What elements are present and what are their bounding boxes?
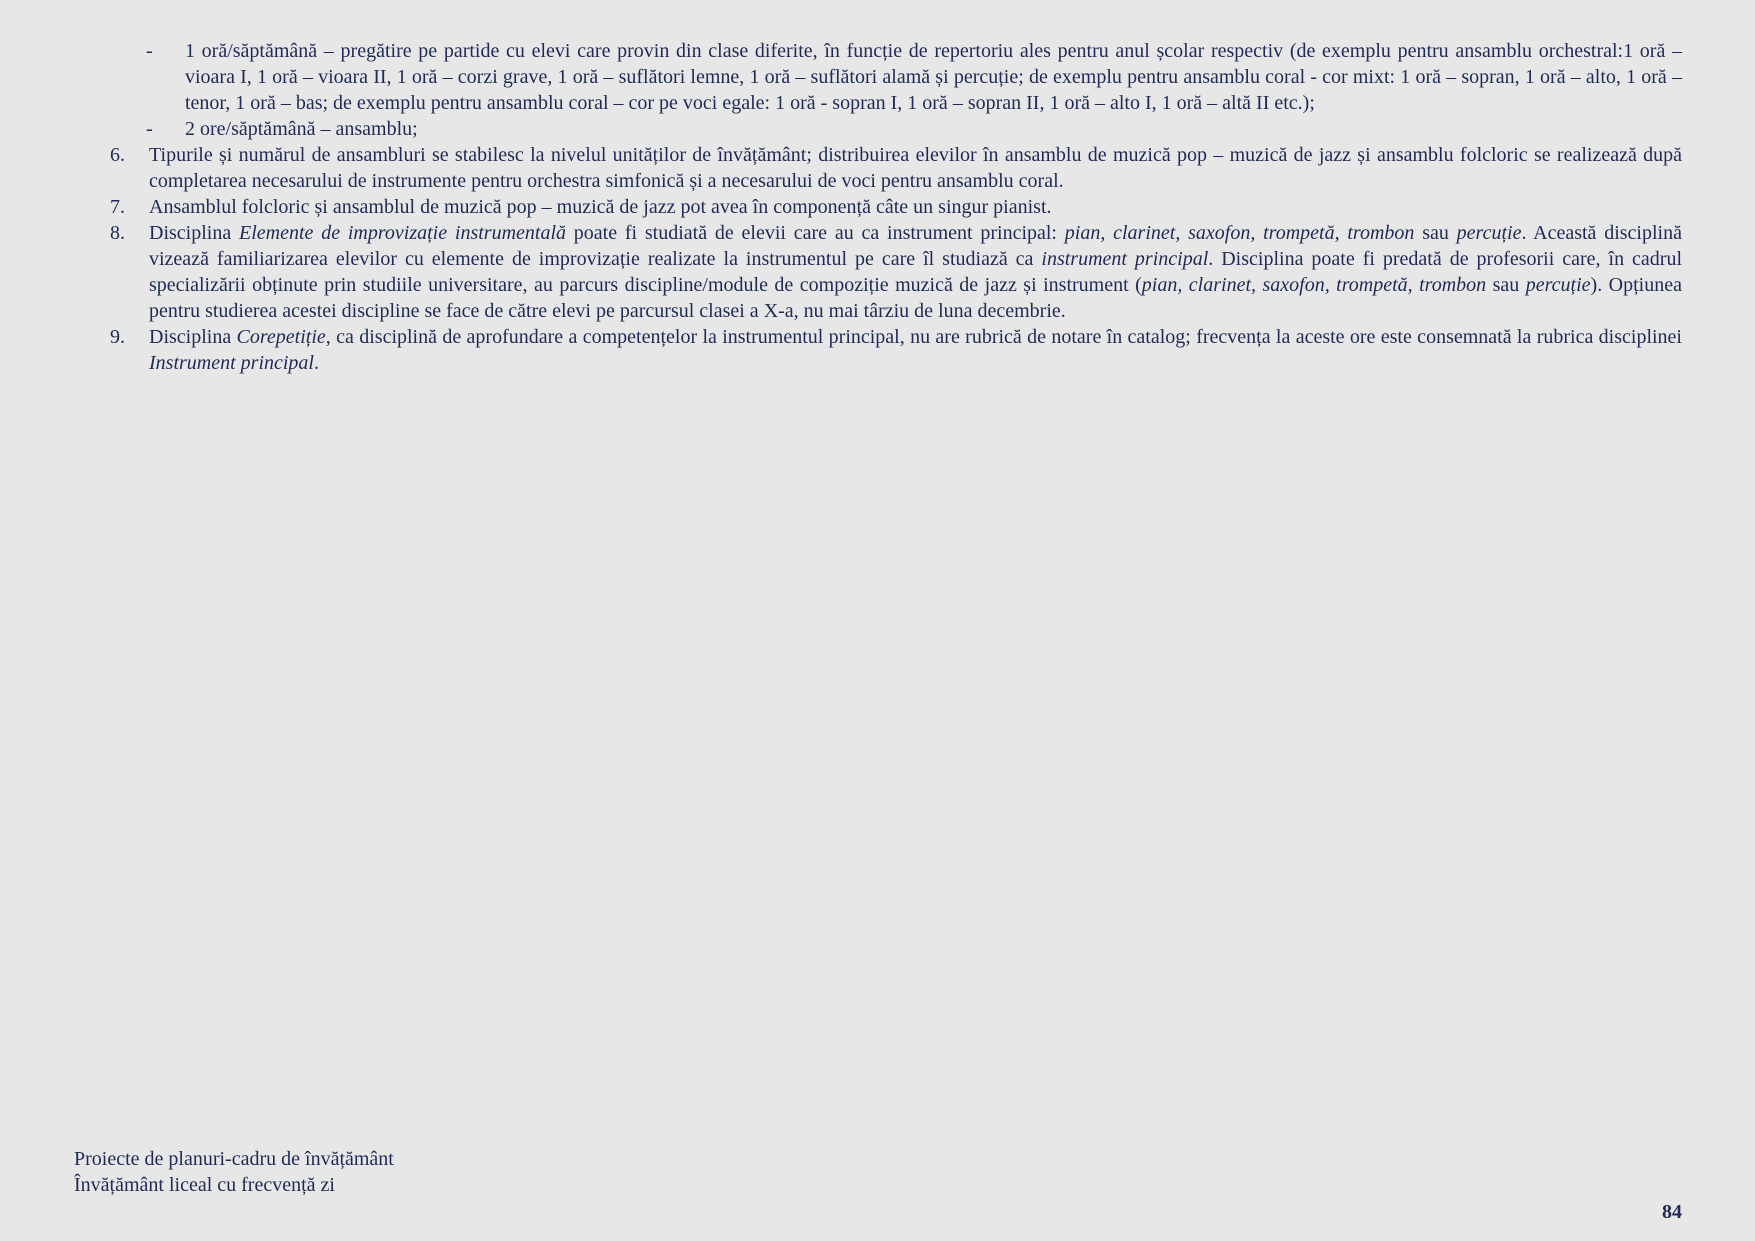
item-text-segment: . bbox=[314, 352, 319, 374]
instrument-name: percuție bbox=[1456, 222, 1522, 244]
document-body bbox=[110, 38, 1682, 376]
list-item bbox=[110, 38, 1682, 116]
item-text-segment: Disciplina bbox=[149, 222, 239, 244]
item-text-segment: , ca disciplină de aprofundare a competențelor la instrumentul principal, nu are rubrică de notare în catalog; frecvența la aceste ore este consemnată la rubrica disciplinei bbox=[325, 326, 1682, 348]
footer-line-1: Proiecte de planuri-cadru de învățământ bbox=[74, 1148, 394, 1170]
list-item-text: 2 ore/săptămână – ansamblu; bbox=[185, 118, 418, 140]
discipline-name: Elemente de improvizație instrumentală bbox=[239, 222, 566, 244]
instrument-list: pian, clarinet, saxofon, trompetă, trombon bbox=[1064, 222, 1415, 244]
item-text-segment: poate fi studiată de elevii care au ca instrument principal: bbox=[566, 222, 1065, 244]
discipline-name: Corepetiție bbox=[236, 326, 326, 348]
numbered-item-9 bbox=[110, 324, 1682, 376]
instrument-name: percuție bbox=[1525, 274, 1591, 296]
item-number: 7. bbox=[110, 196, 125, 218]
item-text-segment: ). Opțiunea pentru studierea acestei discipline se face de către elevi pe parcursul clasei a X-a, nu mai târziu de luna decembrie. bbox=[149, 274, 1682, 322]
item-text: Ansamblul folcloric și ansamblul de muzică pop – muzică de jazz pot avea în componență câte un singur pianist. bbox=[149, 196, 1052, 218]
item-number: 6. bbox=[110, 144, 125, 166]
item-text-segment: Disciplina bbox=[149, 326, 237, 348]
list-item-text: 1 oră/săptămână – pregătire pe partide cu elevi care provin din clase diferite, în funcție de repertoriu ales pentru anul școlar respectiv (de exemplu pentru ansamblu orchestral:1 oră – vioara I, 1 oră – vioara II, 1 oră – corzi grave, 1 oră – suflători lemne, 1 oră – suflători alamă și percuție; de exemplu pentru ansamblu coral - cor mixt: 1 oră – sopran, 1 oră – alto, 1 oră – tenor, 1 oră – bas; de exemplu pentru ansamblu coral – cor pe voci egale: 1 oră - sopran I, 1 oră – sopran II, 1 oră – alto I, 1 oră – altă II etc.); bbox=[185, 40, 1682, 114]
page-number: 84 bbox=[1662, 1201, 1682, 1223]
item-text: Tipurile și numărul de ansambluri se stabilesc la nivelul unităților de învățământ; distribuirea elevilor în ansamblu de muzică pop – muzică de jazz și ansamblu folcloric se realizează după completarea necesarului de instrumente pentru orchestra simfonică și a necesarului de voci pentru ansamblu coral. bbox=[149, 144, 1682, 192]
numbered-item-7 bbox=[110, 194, 1682, 220]
item-text-segment: sau bbox=[1414, 222, 1457, 244]
item-number: 8. bbox=[110, 222, 125, 244]
numbered-item-6 bbox=[110, 142, 1682, 194]
item-number: 9. bbox=[110, 326, 125, 348]
item-text-segment: . Această disciplină vizează familiarizarea elevilor cu elemente de improvizație realizate la instrumentul pe care îl studiază ca bbox=[149, 222, 1682, 270]
footer-line-2: Învățământ liceal cu frecvență zi bbox=[74, 1174, 335, 1196]
list-item bbox=[110, 116, 1682, 142]
discipline-name: Instrument principal bbox=[149, 352, 314, 374]
numbered-item-8 bbox=[110, 220, 1682, 324]
dash-marker: - bbox=[146, 118, 153, 140]
instrument-principal-term: instrument principal bbox=[1041, 248, 1209, 270]
item-text-segment: sau bbox=[1486, 274, 1526, 296]
page-footer bbox=[74, 1146, 394, 1198]
dash-marker: - bbox=[146, 40, 153, 62]
item-text-segment: . Disciplina poate fi predată de profesorii care, în cadrul specializării obținute prin studiile universitare, au parcurs discipline/module de compoziție muzică de jazz și instrument ( bbox=[149, 248, 1683, 296]
instrument-list: pian, clarinet, saxofon, trompetă, trombon bbox=[1141, 274, 1487, 296]
